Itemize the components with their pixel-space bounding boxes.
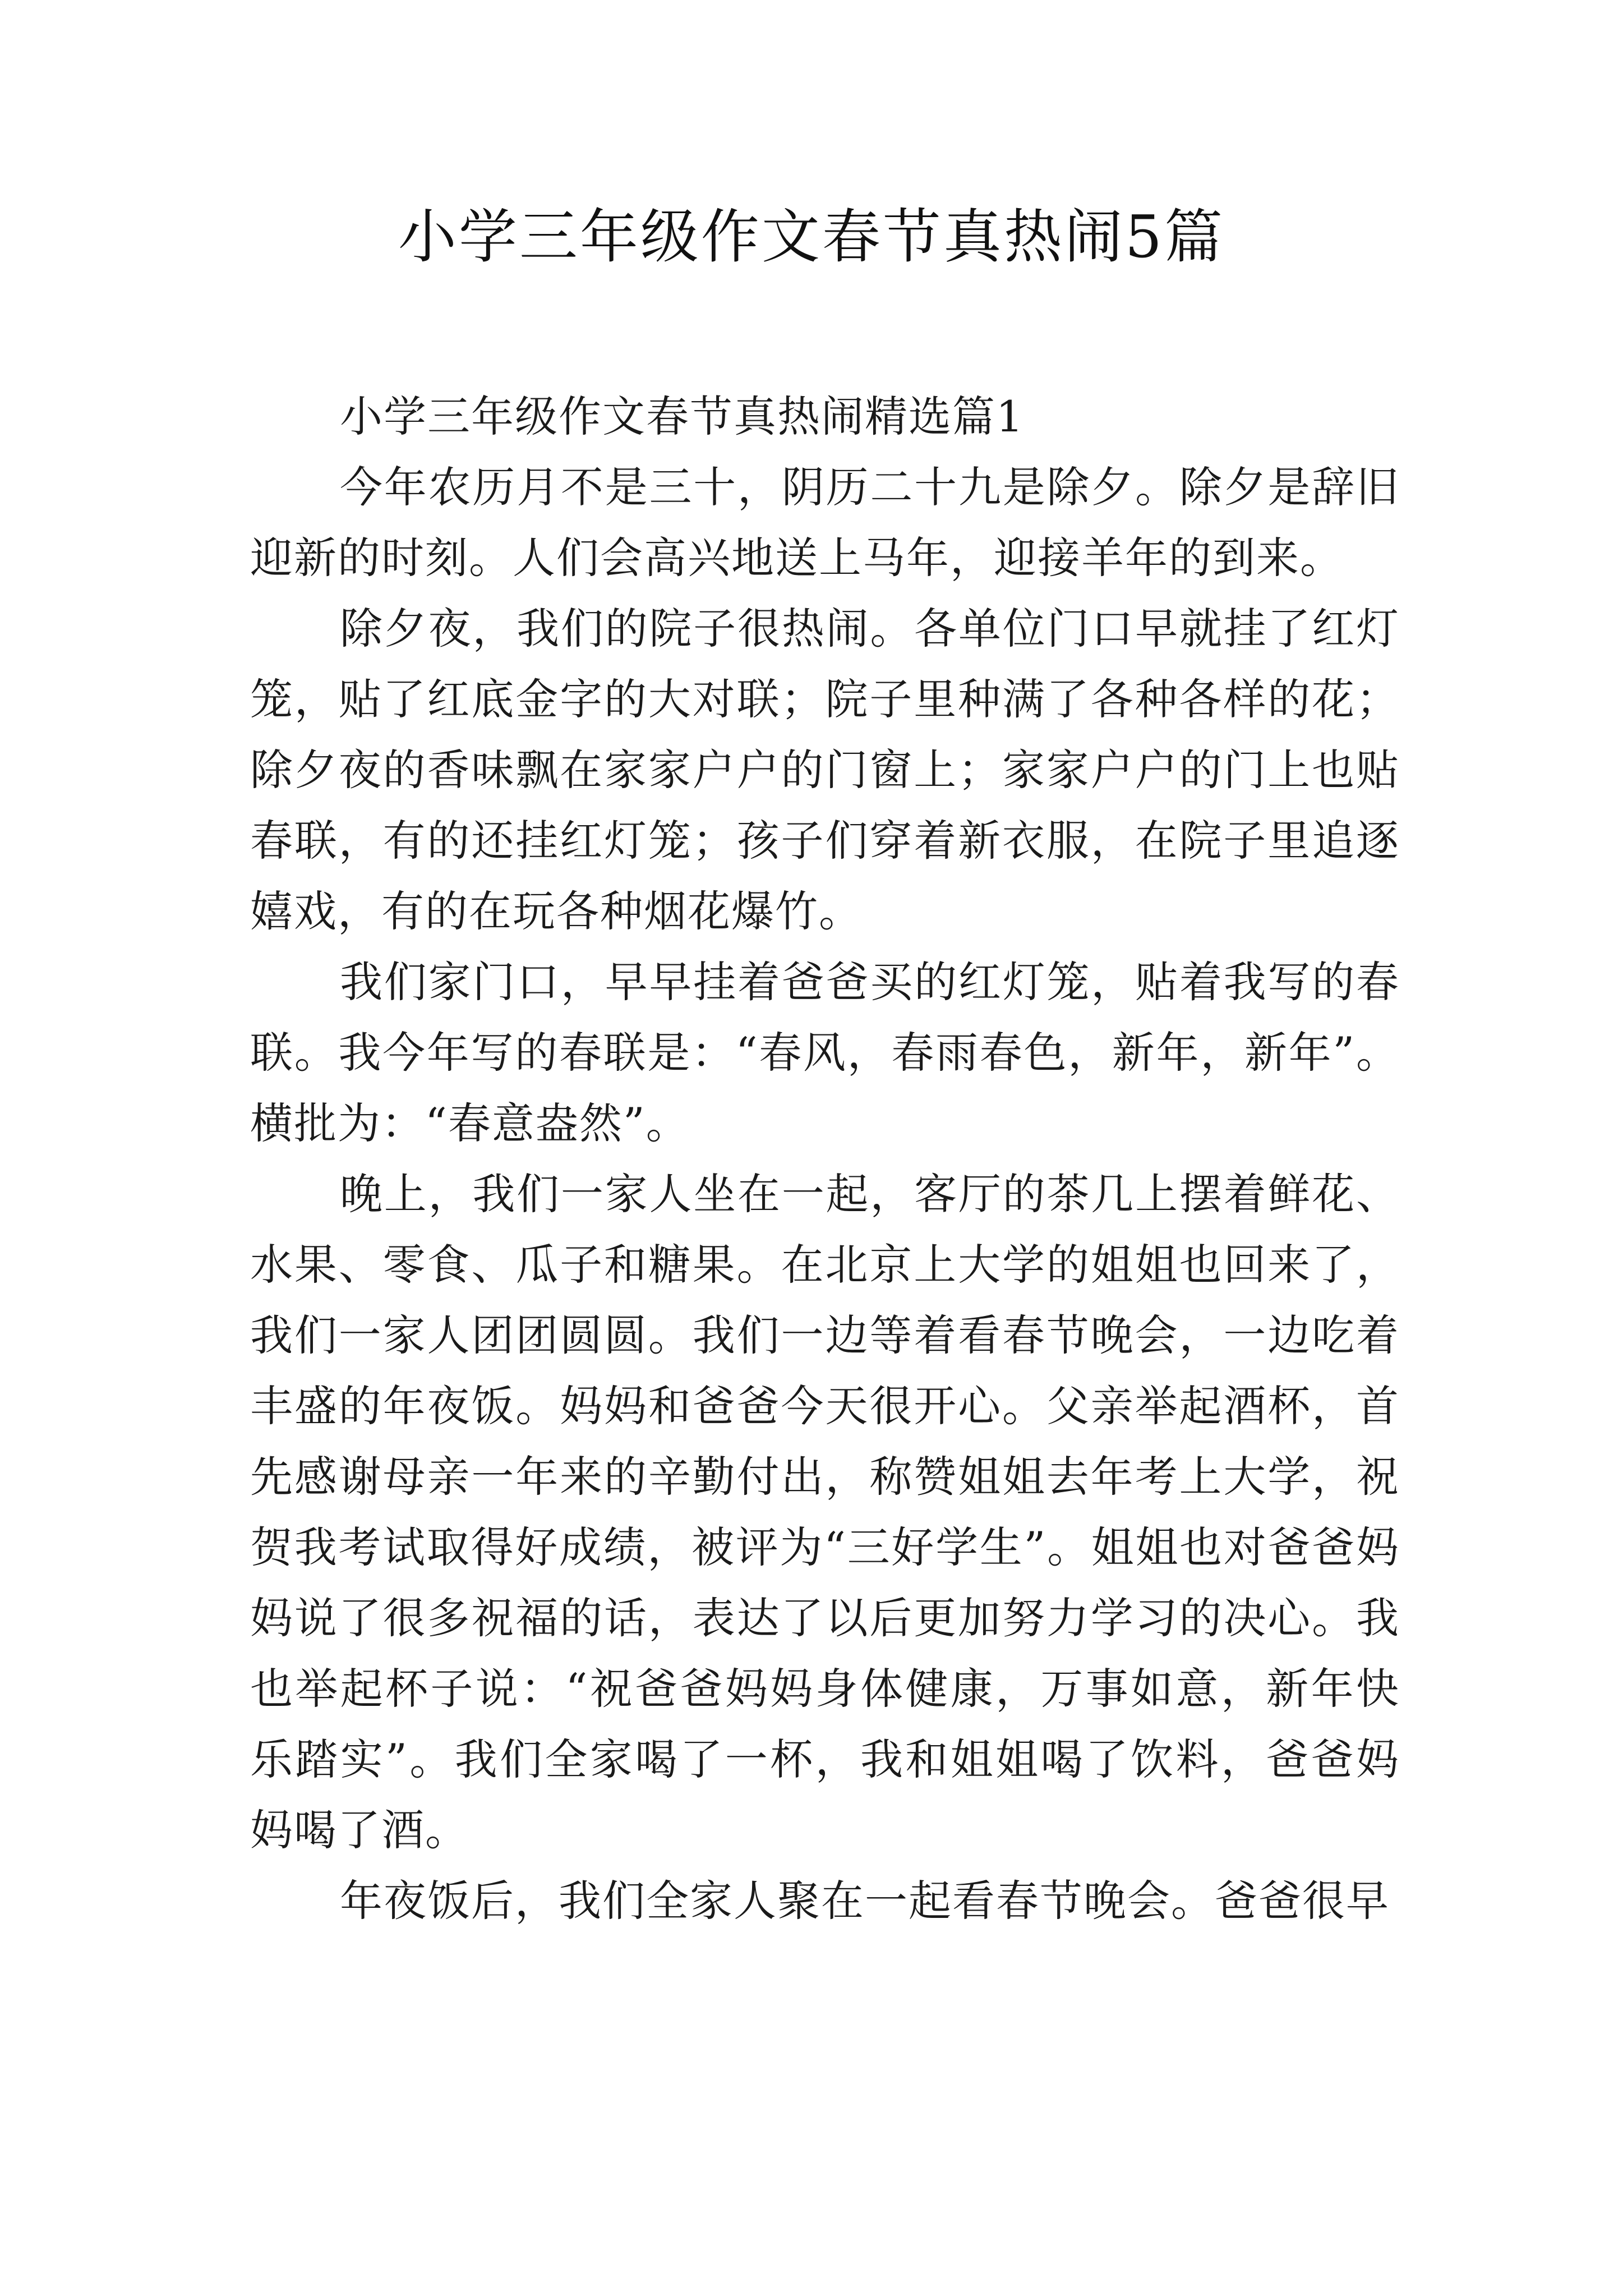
section-heading: 小学三年级作文春节真热闹精选篇1 bbox=[340, 392, 1025, 441]
paragraph-1: 今年农历月不是三十，阴历二十九是除夕。除夕是辞旧迎新的时刻。人们会高兴地送上马年，迎接羊年的到来。 bbox=[250, 462, 1400, 583]
document-title: 小学三年级作文春节真热闹5篇 bbox=[398, 203, 1225, 271]
paragraph-5: 年夜饭后，我们全家人聚在一起看春节晚会。爸爸很早 bbox=[340, 1876, 1390, 1926]
document-body bbox=[250, 381, 1400, 1936]
paragraph-4: 晚上，我们一家人坐在一起，客厅的茶几上摆着鲜花、水果、零食、瓜子和糖果。在北京上大学的姐姐也回来了，我们一家人团团圆圆。我们一边等着看春节晚会，一边吃着丰盛的年夜饭。妈妈和爸爸今天很开心。父亲举起酒杯，首先感谢母亲一年来的辛勤付出，称赞姐姐去年考上大学，祝贺我考试取得好成绩，被评为“三好学生”。姐姐也对爸爸妈妈说了很多祝福的话，表达了以后更加努力学习的决心。我也举起杯子说：“祝爸爸妈妈身体健康，万事如意，新年快乐踏实”。我们全家喝了一杯，我和姐姐喝了饮料，爸爸妈妈喝了酒。 bbox=[250, 1169, 1400, 1855]
paragraph-2: 除夕夜，我们的院子很热闹。各单位门口早就挂了红灯笼，贴了红底金字的大对联；院子里种满了各种各样的花；除夕夜的香味飘在家家户户的门窗上；家家户户的门上也贴春联，有的还挂红灯笼；孩子们穿着新衣服，在院子里追逐嬉戏，有的在玩各种烟花爆竹。 bbox=[250, 604, 1400, 936]
paragraph-3: 我们家门口，早早挂着爸爸买的红灯笼，贴着我写的春联。我今年写的春联是：“春风，春雨春色，新年，新年”。横批为：“春意盎然”。 bbox=[250, 957, 1400, 1148]
